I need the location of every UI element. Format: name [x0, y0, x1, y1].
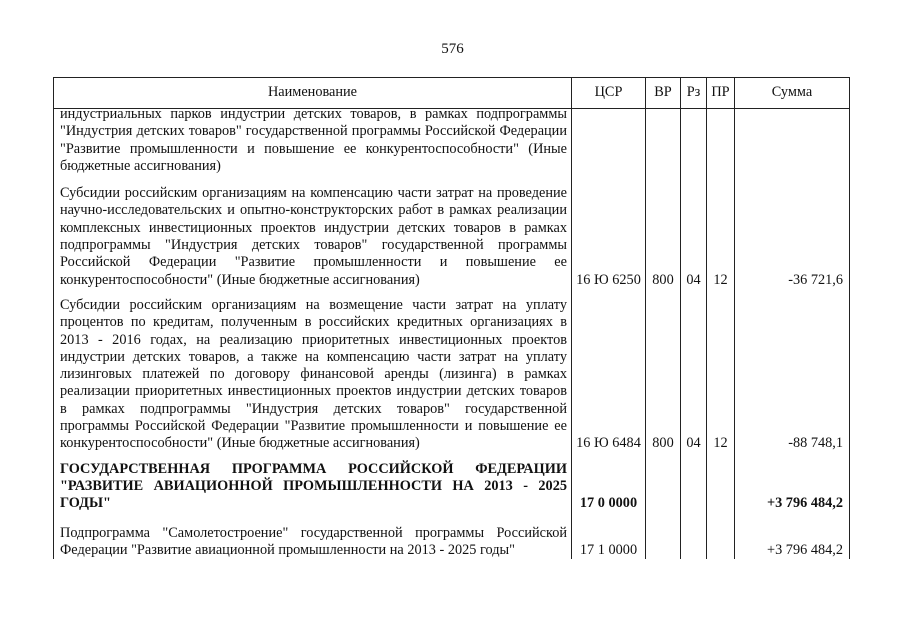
row-tsr-value: 17 1 0000 [579, 541, 638, 558]
row-tsr [572, 185, 646, 297]
row-name: ГОСУДАРСТВЕННАЯ ПРОГРАММА РОССИЙСКОЙ ФЕДЕРАЦИИ "РАЗВИТИЕ АВИАЦИОННОЙ ПРОМЫШЛЕННОСТИ НА 2013 - 2025 ГОДЫ" [54, 461, 572, 525]
row-tsr [572, 297, 646, 461]
row-sum-value: -88 748,1 [788, 435, 843, 452]
header-pr: ПР [707, 78, 735, 109]
row-sum [735, 525, 850, 560]
row-rz [681, 525, 707, 560]
row-tsr [572, 461, 646, 525]
row-rz [681, 185, 707, 297]
table-row [54, 297, 850, 461]
row-rz [681, 461, 707, 525]
row-vr-value: 800 [652, 435, 674, 452]
row-vr [646, 185, 681, 297]
row-pr-value: 12 [713, 271, 728, 288]
row-pr-value [707, 513, 734, 525]
row-sum-value: -36 721,6 [788, 271, 843, 288]
row-pr [707, 461, 735, 525]
table-header-row [54, 78, 850, 109]
row-name: Субсидии российским организациям на возмещение части затрат на уплату процентов по кредитам, полученным в российских кредитных организациях в 2013 - 2016 годах, на реализацию приоритетных инвестиционных проектов индустрии детских товаров, а также на компенсацию части затрат на уплату лизинговых платежей по договору финансовой аренды (лизинга) в рамках реализации приоритетных инвестиционных проектов индустрии детских товаров в рамках подпрограммы "Индустрия детских товаров" государственной программы Российской Федерации "Развитие промышленности и повышение ее конкурентоспособности" (Иные бюджетные ассигнования) [54, 297, 572, 461]
table-row [54, 461, 850, 525]
row-rz [681, 297, 707, 461]
row-pr-value: 12 [713, 435, 728, 452]
table-row [54, 109, 850, 186]
row-sum [735, 109, 850, 186]
row-rz-value: 04 [686, 271, 701, 288]
header-tsr: ЦСР [572, 78, 646, 109]
header-name: Наименование [54, 78, 572, 109]
row-vr-value: 800 [652, 271, 674, 288]
row-name: Подпрограмма "Самолетостроение" государственной программы Российской Федерации "Развитие авиационной промышленности на 2013 - 2025 годы" [54, 525, 572, 560]
row-tsr-value: 16 Ю 6484 [576, 435, 641, 452]
row-vr [646, 297, 681, 461]
row-rz-value: 04 [686, 435, 701, 452]
row-pr [707, 297, 735, 461]
row-vr-value [646, 513, 680, 525]
row-pr [707, 109, 735, 186]
header-vr: ВР [646, 78, 681, 109]
row-pr [707, 525, 735, 560]
row-tsr [572, 109, 646, 186]
row-tsr [572, 525, 646, 560]
table-row [54, 185, 850, 297]
row-sum [735, 461, 850, 525]
page-number: 576 [441, 41, 464, 57]
row-rz-value [681, 513, 706, 525]
row-vr [646, 109, 681, 186]
header-sum: Сумма [735, 78, 850, 109]
row-sum [735, 185, 850, 297]
row-pr [707, 185, 735, 297]
row-name: Субсидии российским организациям на компенсацию части затрат на проведение научно-исследовательских и опытно-конструкторских работ в рамках реализации комплексных инвестиционных проектов индустрии детских товаров в рамках подпрограммы "Индустрия детских товаров" государственной программы Российской Федерации "Развитие промышленности и повышение ее конкурентоспособности" (Иные бюджетные ассигнования) [54, 185, 572, 297]
row-name [54, 106, 572, 186]
row-sum-value: +3 796 484,2 [767, 541, 843, 558]
header-rz: Рз [681, 78, 707, 109]
row-tsr-value: 16 Ю 6250 [576, 271, 641, 288]
row-rz [681, 109, 707, 186]
row-vr [646, 461, 681, 525]
row-sum-value: +3 796 484,2 [766, 495, 843, 512]
row-name-text: индустриальных парков индустрии детских товаров, в рамках подпрограммы "Индустрия детских товаров" государственной программы Российской Федерации "Развитие промышленности и повышение ее конкурентоспособности" (Иные бюджетные ассигнования) [60, 106, 567, 174]
row-sum [735, 297, 850, 461]
table-row [54, 525, 850, 560]
row-vr [646, 525, 681, 560]
row-tsr-value: 17 0 0000 [579, 495, 638, 512]
budget-table [53, 77, 850, 559]
